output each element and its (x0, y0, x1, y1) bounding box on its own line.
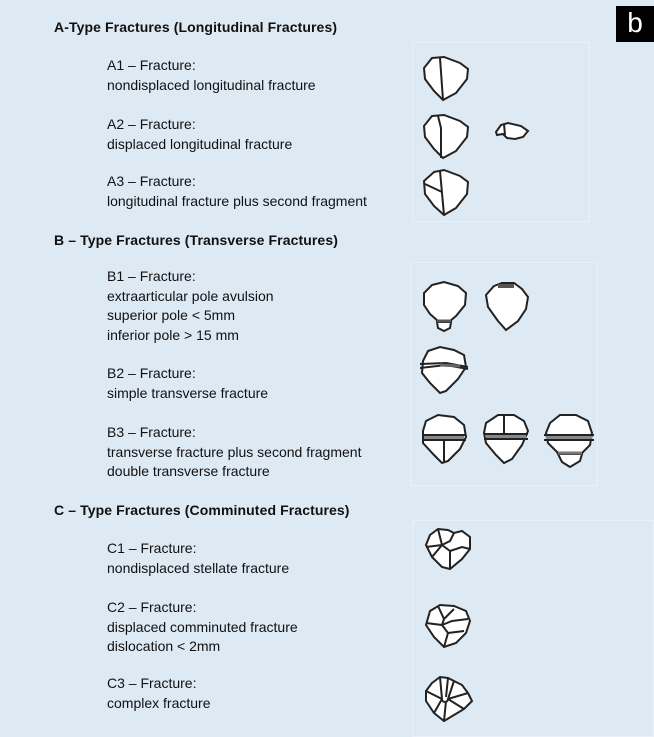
entry-c2 (107, 598, 298, 657)
patella-comminuted-icon (424, 603, 474, 649)
entry-description: complex fracture (107, 694, 211, 711)
patella-nondisplaced-longitudinal-icon (422, 55, 472, 103)
entry-code: C1 – Fracture: (107, 540, 197, 556)
entry-a2 (107, 115, 292, 154)
entry-code: A3 – Fracture: (107, 173, 196, 189)
entry-code: A2 – Fracture: (107, 116, 196, 132)
entry-description: double transverse fracture (107, 463, 270, 479)
patella-inferior-pole-avulsion-icon (422, 281, 470, 333)
entry-code: B2 – Fracture: (107, 365, 196, 381)
patella-simple-transverse-icon (420, 345, 470, 397)
patella-superior-pole-avulsion-icon (484, 281, 532, 333)
entry-code: A1 – Fracture: (107, 57, 196, 73)
section-heading-c: C – Type Fractures (Comminuted Fractures) (54, 502, 350, 518)
entry-code: C2 – Fracture: (107, 599, 197, 615)
entry-description: superior pole < 5mm (107, 307, 236, 323)
entry-code: B1 – Fracture: (107, 268, 196, 284)
entry-description: dislocation < 2mm (107, 638, 221, 654)
entry-b1 (107, 267, 274, 345)
entry-code: C3 – Fracture: (107, 675, 197, 691)
entry-a1 (107, 56, 316, 95)
patella-displaced-longitudinal-icon (422, 113, 472, 161)
patella-transverse-vertical-upper-icon (482, 413, 532, 465)
entry-description: extraarticular pole avulsion (107, 287, 274, 304)
entry-a3 (107, 172, 367, 211)
patella-transverse-vertical-lower-icon (420, 413, 470, 465)
entry-description: displaced comminuted fracture (107, 618, 298, 635)
panel-label: b (616, 6, 654, 42)
section-heading-a: A-Type Fractures (Longitudinal Fractures) (54, 19, 338, 35)
section-heading-b: B – Type Fractures (Transverse Fractures) (54, 232, 338, 248)
patella-complex-icon (424, 675, 476, 725)
entry-description: nondisplaced longitudinal fracture (107, 76, 316, 93)
entry-description: inferior pole > 15 mm (107, 326, 239, 343)
entry-description: nondisplaced stellate fracture (107, 559, 290, 576)
patella-double-transverse-icon (544, 413, 596, 469)
patella-stellate-icon (424, 527, 474, 573)
entry-b2 (107, 364, 268, 403)
entry-description: longitudinal fracture plus second fragment (107, 192, 367, 209)
fragment-icon (493, 120, 531, 144)
patella-longitudinal-second-fragment-icon (422, 168, 472, 218)
entry-description: transverse fracture plus second fragment (107, 443, 362, 460)
entry-code: B3 – Fracture: (107, 424, 196, 440)
entry-c1 (107, 539, 289, 578)
entry-description: displaced longitudinal fracture (107, 135, 293, 152)
entry-description: simple transverse fracture (107, 384, 269, 401)
entry-c3 (107, 674, 210, 713)
entry-b3 (107, 423, 361, 482)
